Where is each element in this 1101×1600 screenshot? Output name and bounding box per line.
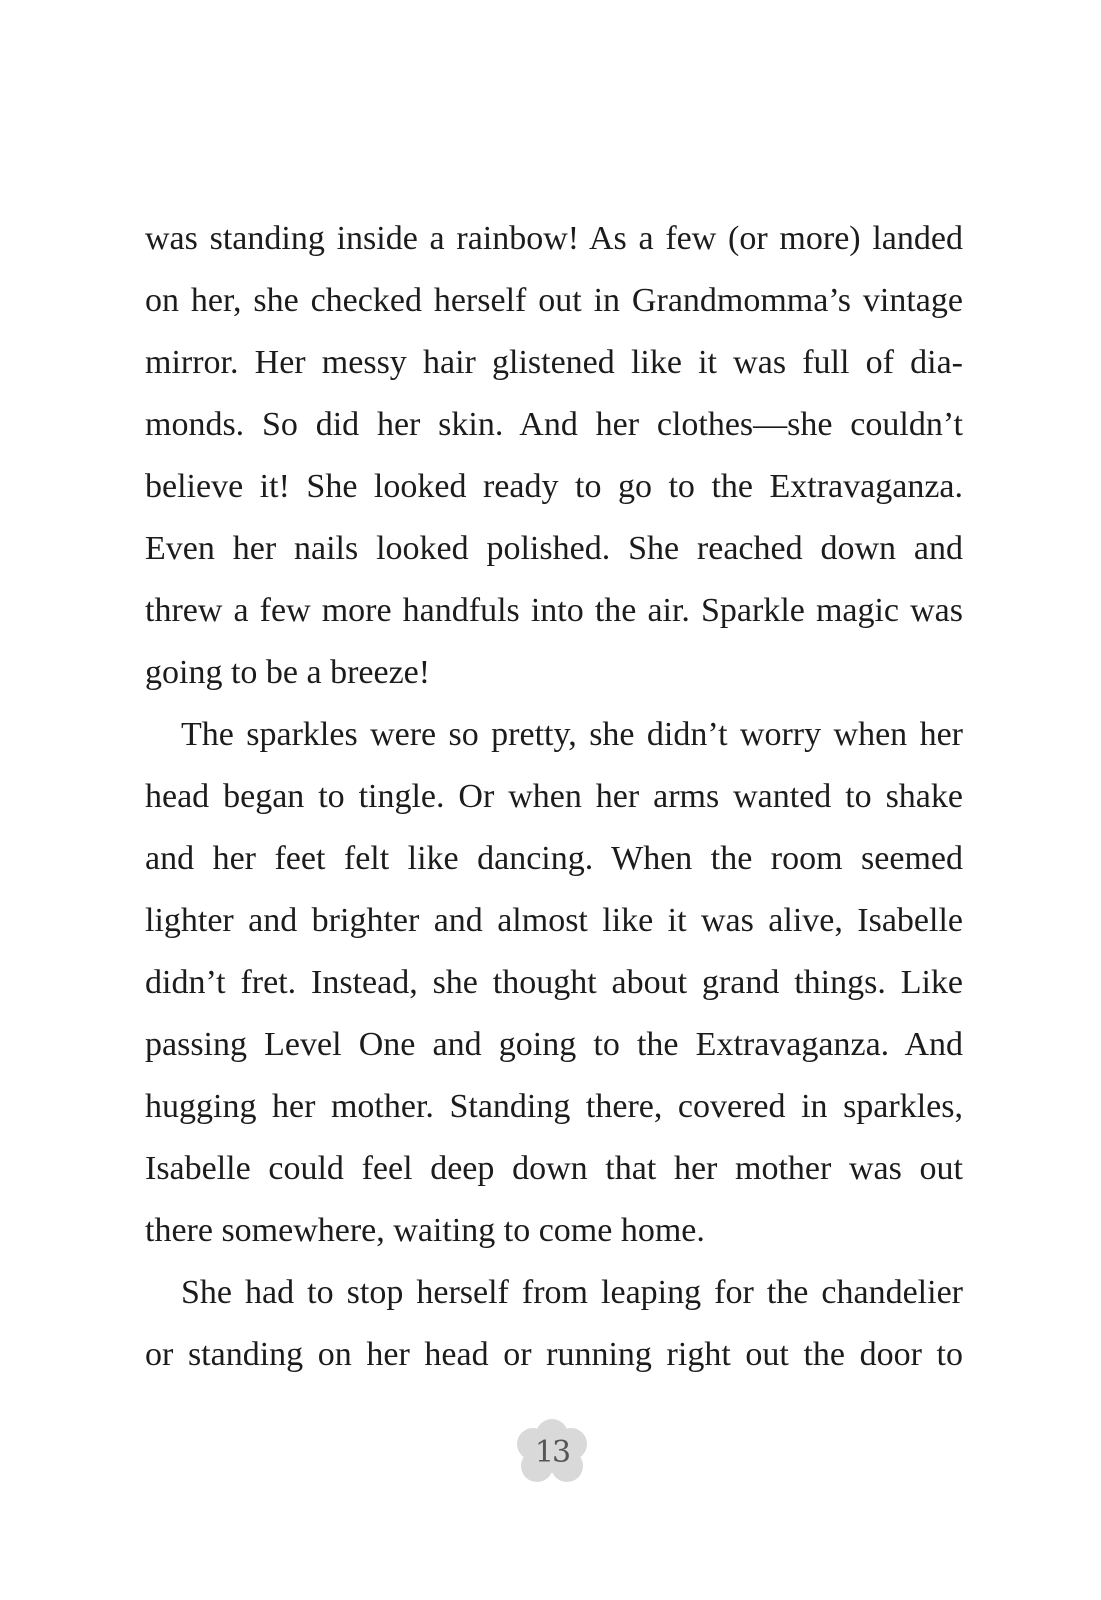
text-line: believe it! She looked ready to go to the Extravaganza. xyxy=(145,468,963,505)
text-line: lighter and brighter and almost like it was alive, Isabelle xyxy=(145,902,963,939)
page-number: 13 xyxy=(534,1435,570,1470)
text-line: and her feet felt like dancing. When the room seemed xyxy=(145,840,963,877)
page-number-badge xyxy=(511,1418,593,1488)
text-line: passing Level One and going to the Extravaganza. And xyxy=(145,1026,963,1063)
text-line: monds. So did her skin. And her clothes—she couldn’t xyxy=(145,406,963,443)
text-line: going to be a breeze! xyxy=(145,654,431,691)
text-line: there somewhere, waiting to come home. xyxy=(145,1212,705,1249)
text-line: on her, she checked herself out in Grandmomma’s vintage xyxy=(145,282,963,319)
text-line: threw a few more handfuls into the air. Sparkle magic was xyxy=(145,592,963,629)
paragraph-first-line: The sparkles were so pretty, she didn’t worry when her xyxy=(181,716,963,753)
text-line: Even her nails looked polished. She reached down and xyxy=(145,530,963,567)
text-line: or standing on her head or running right out the door to xyxy=(145,1336,963,1373)
text-line: was standing inside a rainbow! As a few (or more) landed xyxy=(145,220,963,257)
text-line: head began to tingle. Or when her arms wanted to shake xyxy=(145,778,963,815)
text-line: didn’t fret. Instead, she thought about grand things. Like xyxy=(145,964,963,1001)
text-line: mirror. Her messy hair glistened like it was full of dia- xyxy=(145,344,963,381)
text-line: Isabelle could feel deep down that her mother was out xyxy=(145,1150,963,1187)
paragraph-first-line: She had to stop herself from leaping for the chandelier xyxy=(181,1274,963,1311)
text-line: hugging her mother. Standing there, covered in sparkles, xyxy=(145,1088,963,1125)
